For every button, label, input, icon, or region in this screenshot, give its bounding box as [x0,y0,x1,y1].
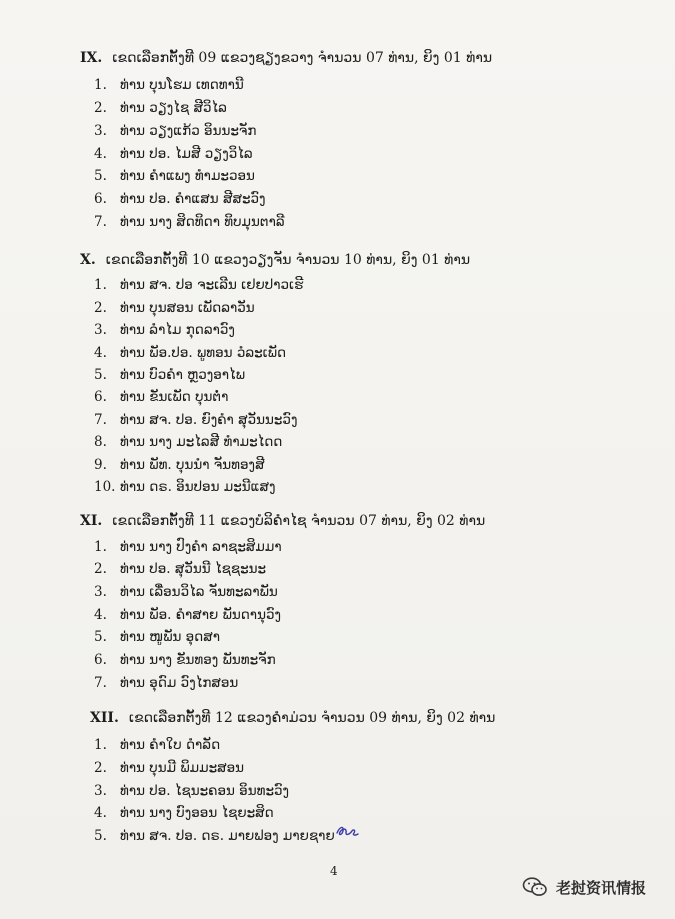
section-title [80,50,492,66]
list-item: 3. ທ່ານ ລຳໄມ ກຸດລາວົງ [94,322,235,338]
list-item: 5. ທ່ານ ໜູພັນ ອຸດສາ [94,629,220,645]
list-item: 3. ທ່ານ ປອ. ໄຊນະຄອນ ອິນທະວົງ [94,783,290,799]
list-item: 9. ທ່ານ ພັທ. ບຸນນຳ ຈັນທອງສີ [94,457,265,473]
list-item: 7. ທ່ານ ສຈ. ປອ. ຍົງຄຳ ສຸວັນນະວົງ [94,412,298,428]
list-item: 1. ທ່ານ ບຸນໂຮມ ເທດທານີ [94,77,244,93]
handwritten-mark-icon [334,822,360,840]
list-item: 7. ທ່ານ ນາງ ສິດທິດາ ທິບມຸນຕາລີ [94,214,285,230]
list-item: 6. ທ່ານ ຂັນເພັດ ບຸນຕໍ່າ [94,389,229,405]
section-heading: ເຂດເລືອກຕັ້ງທີ 10 ແຂວງວຽງຈັນ ຈຳນວນ 10 ທ່ານ, ຍິງ 01 ທ່ານ [105,252,471,268]
list-item: 3. ທ່ານ ວຽງແກ້ວ ອິນນະຈັກ [94,123,257,139]
page-number: 4 [330,864,338,878]
list-item: 6. ທ່ານ ປອ. ຄຳແສນ ສີສະວົງ [94,191,266,207]
list-item: 10. ທ່ານ ດຣ. ອິນປອນ ມະນີແສງ [94,479,276,495]
section-title [90,710,495,726]
list-item: 2. ທ່ານ ປອ. ສຸວັນນີ ໄຊຊະນະ [94,561,267,577]
section-number: XI. [80,513,103,529]
list-item: 2. ທ່ານ ວຽງໄຊ ສີວິໄລ [94,100,227,116]
list-item: 5. ທ່ານ ສຈ. ປອ. ດຣ. ມາຍຟອງ ມາຍຊາຍ [94,828,335,844]
list-item: 4. ທ່ານ ພັອ. ຄຳສາຍ ພັນດານຸວົງ [94,607,282,623]
list-item: 8. ທ່ານ ນາງ ມະໄລສີ ທຳມະໄດດ [94,434,283,450]
list-item: 7. ທ່ານ ອຸດົມ ວົງໄກສອນ [94,675,239,691]
list-item: 2. ທ່ານ ບຸນມີ ພິມມະສອນ [94,760,245,776]
list-item: 4. ທ່ານ ນາງ ບົງອອນ ໄຊຍະສິດ [94,805,274,821]
list-item: 1. ທ່ານ ສຈ. ປອ ຈະເລີນ ເຢຍປາວເຮີ [94,277,304,293]
list-item: 5. ທ່ານ ຄຳແພງ ທຳມະວອນ [94,168,255,184]
section-title [80,252,470,268]
list-item: 1. ທ່ານ ຄຳໃບ ດຳລັດ [94,737,221,753]
list-item: 6. ທ່ານ ນາງ ຂັນທອງ ພັນທະຈັກ [94,652,276,668]
section-heading: ເຂດເລືອກຕັ້ງທີ 12 ແຂວງຄຳມ່ວນ ຈຳນວນ 09 ທ່ານ, ຍິງ 02 ທ່ານ [128,710,496,726]
section-heading: ເຂດເລືອກຕັ້ງທີ 09 ແຂວງຊຽງຂວາງ ຈຳນວນ 07 ທ່ານ, ຍິງ 01 ທ່ານ [112,50,493,66]
list-item: 3. ທ່ານ ເລື່ອນວິໄລ ຈັນທະລາພັນ [94,584,278,600]
list-item: 2. ທ່ານ ບຸນສອນ ເພັດລາວັນ [94,300,255,316]
section-title [80,513,485,529]
list-item: 4. ທ່ານ ພັອ.ປອ. ພູທອນ ວໍລະເພັດ [94,345,287,361]
list-item: 5. ທ່ານ ບົວຄຳ ຫຼວງອາໄພ [94,367,245,383]
list-item: 4. ທ່ານ ປອ. ໄມສີ ວຽງວິໄລ [94,146,253,162]
section-number: X. [80,252,96,268]
section-number: XII. [90,710,119,726]
list-item: 1. ທ່ານ ນາງ ປົງຄຳ ລາຊະສິມມາ [94,539,282,555]
watermark-text: 老挝资讯情报 [556,878,647,897]
section-heading: ເຂດເລືອກຕັ້ງທີ 11 ແຂວງບໍລິຄຳໄຊ ຈຳນວນ 07 ທ່ານ, ຍິງ 02 ທ່ານ [112,513,486,529]
watermark [522,876,646,898]
section-number: IX. [80,50,103,66]
wechat-icon [522,877,548,897]
